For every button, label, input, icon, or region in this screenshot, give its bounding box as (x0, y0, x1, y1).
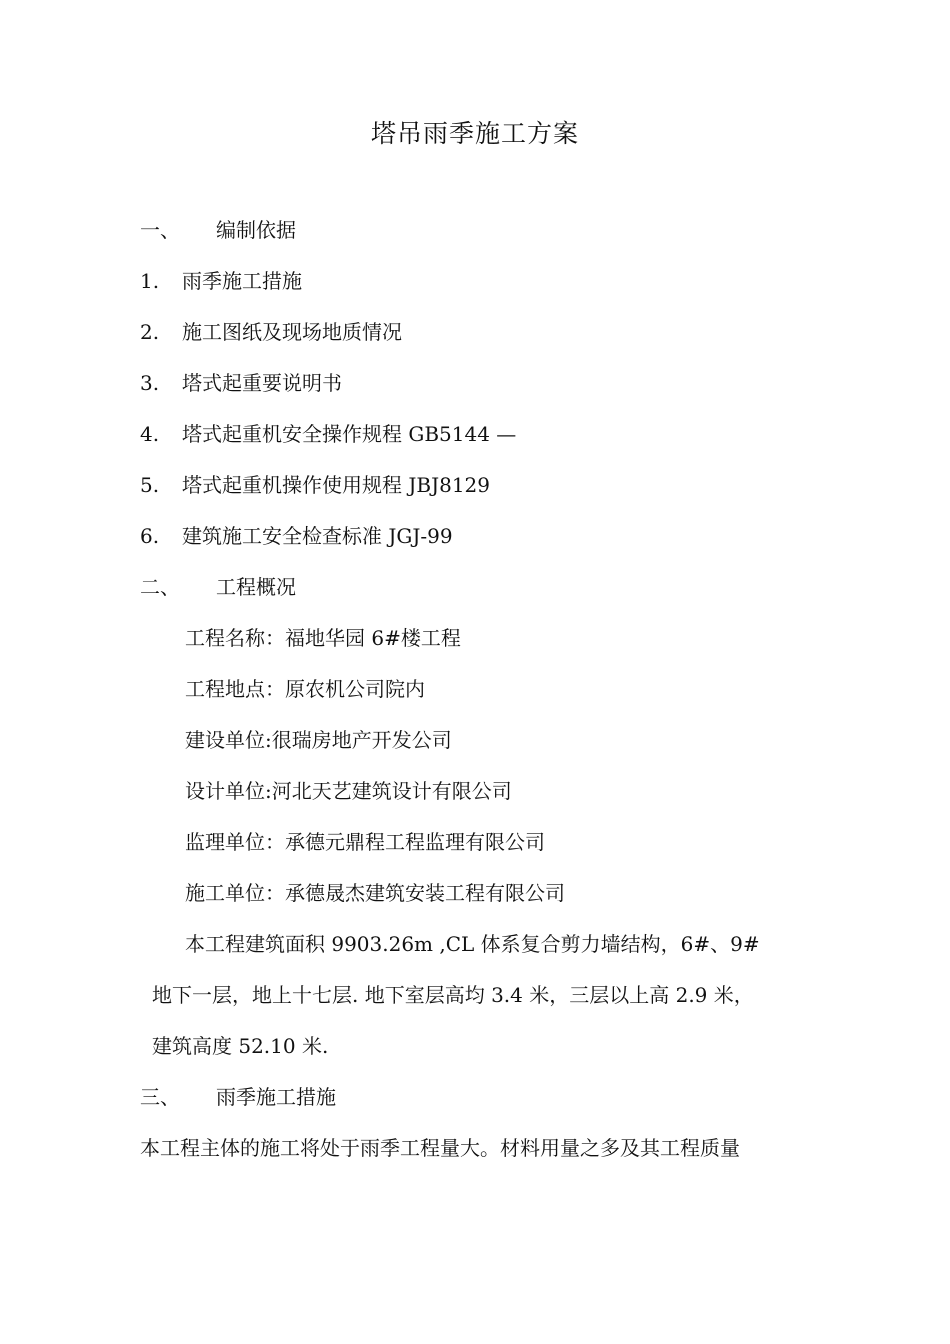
list-item-number: 4. (140, 422, 160, 446)
project-description-line-3: 建筑高度 52.10 米. (152, 1034, 329, 1058)
section-number: 三、 (140, 1085, 180, 1109)
section-label: 工程概况 (216, 575, 296, 599)
project-description-line-2: 地下一层，地上十七层. 地下室层高均 3.4 米，三层以上高 2.9 米， (152, 983, 754, 1007)
list-item-text: 塔式起重要说明书 (182, 371, 342, 395)
list-item (140, 522, 453, 550)
list-item-number: 6. (140, 524, 160, 548)
construction-unit: 施工单位：承德晟杰建筑安装工程有限公司 (185, 881, 565, 905)
list-item (140, 420, 516, 448)
list-item (140, 267, 302, 295)
section-label: 编制依据 (216, 218, 296, 242)
section-number: 一、 (140, 218, 180, 242)
project-location: 工程地点：原农机公司院内 (185, 677, 425, 701)
list-item-text: 塔式起重机安全操作规程 GB5144 — (182, 422, 517, 446)
developer: 建设单位:很瑞房地产开发公司 (185, 728, 452, 752)
list-item-number: 2. (140, 320, 160, 344)
list-item (140, 318, 402, 346)
list-item-text: 塔式起重机操作使用规程 JBJ8129 (182, 473, 490, 497)
list-item-number: 3. (140, 371, 160, 395)
design-unit: 设计单位:河北天艺建筑设计有限公司 (185, 779, 512, 803)
list-item (140, 471, 490, 499)
section-heading-1 (140, 216, 296, 244)
list-item (140, 369, 342, 397)
section-heading-2 (140, 573, 296, 601)
section-heading-3 (140, 1083, 336, 1111)
list-item-text: 施工图纸及现场地质情况 (182, 320, 402, 344)
document-title: 塔吊雨季施工方案 (370, 119, 579, 148)
section-number: 二、 (140, 575, 180, 599)
list-item-text: 雨季施工措施 (182, 269, 302, 293)
section-label: 雨季施工措施 (216, 1085, 336, 1109)
supervision-unit: 监理单位：承德元鼎程工程监理有限公司 (185, 830, 545, 854)
list-item-number: 5. (140, 473, 160, 497)
section-3-paragraph: 本工程主体的施工将处于雨季工程量大。材料用量之多及其工程质量 (140, 1136, 740, 1160)
project-description-line-1: 本工程建筑面积 9903.26m ,CL 体系复合剪力墙结构，6#、9# (185, 932, 760, 956)
list-item-text: 建筑施工安全检查标准 JGJ-99 (182, 524, 453, 548)
list-item-number: 1. (140, 269, 160, 293)
project-name: 工程名称：福地华园 6#楼工程 (185, 626, 461, 650)
